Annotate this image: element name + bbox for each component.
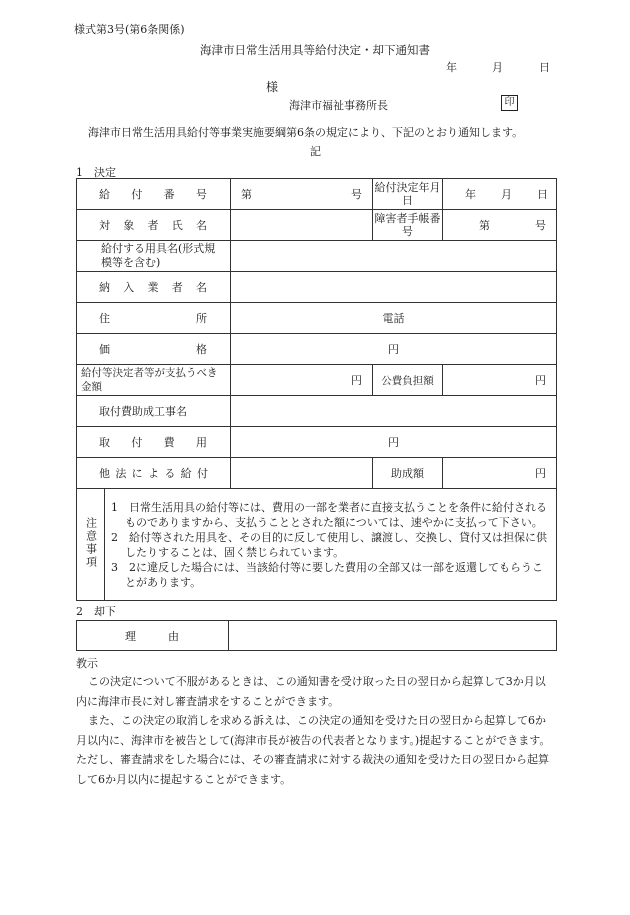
row-kakaku bbox=[77, 334, 557, 365]
decision-table bbox=[76, 178, 557, 489]
go-text: 号 bbox=[351, 188, 362, 201]
issuer-name: 海津市福祉事務所長 bbox=[289, 99, 388, 112]
value-kakaku[interactable] bbox=[231, 334, 557, 365]
label-tahou: 他法による給付 bbox=[77, 458, 231, 489]
value-kettei-date[interactable] bbox=[443, 179, 557, 210]
kyoji-paragraph-1: この決定について不服があるときは、この通知書を受け取った日の翌日から起算して3か月以内に海津市長に対し審査請求をすることができます。 bbox=[76, 675, 546, 708]
ki-mark: 記 bbox=[310, 145, 321, 158]
notes-content bbox=[105, 489, 557, 601]
yen-text: 円 bbox=[351, 374, 362, 387]
note-item-2: 2 給付等された用具を、その目的に反して使用し、譲渡し、交換し、貸付又は担保に供したりすることは、固く禁じられています。 bbox=[111, 530, 547, 559]
notes-label: 注意事項 bbox=[84, 517, 98, 569]
label-taishosha: 対象者氏名 bbox=[77, 210, 231, 241]
document-title: 海津市日常生活用具等給付決定・却下通知書 bbox=[200, 43, 430, 57]
row-toritsuke-kouji bbox=[77, 396, 557, 427]
value-toritsuke-hiyou[interactable] bbox=[231, 427, 557, 458]
notes-label-cell bbox=[77, 489, 105, 601]
value-kyufu-bango[interactable] bbox=[231, 179, 373, 210]
row-yogu bbox=[77, 241, 557, 272]
value-josei[interactable] bbox=[443, 458, 557, 489]
row-tahou bbox=[77, 458, 557, 489]
label-kyufu-bango: 給付番号 bbox=[77, 179, 231, 210]
value-kohi[interactable] bbox=[443, 365, 557, 396]
notes-table bbox=[76, 488, 557, 601]
value-tahou[interactable] bbox=[231, 458, 373, 489]
value-shiharai[interactable] bbox=[231, 365, 373, 396]
yen-text: 円 bbox=[388, 343, 399, 356]
month-text: 月 bbox=[501, 188, 512, 201]
value-riyu[interactable] bbox=[229, 621, 557, 651]
value-gyosha[interactable] bbox=[231, 272, 557, 303]
label-jusho: 住所 bbox=[77, 303, 231, 334]
label-kakaku: 価格 bbox=[77, 334, 231, 365]
row-toritsuke-hiyou bbox=[77, 427, 557, 458]
value-techo[interactable] bbox=[443, 210, 557, 241]
label-kohi: 公費負担額 bbox=[373, 365, 443, 396]
value-yogu[interactable] bbox=[231, 241, 557, 272]
row-shiharai bbox=[77, 365, 557, 396]
row-jusho bbox=[77, 303, 557, 334]
label-yogu: 給付する用具名(形式規模等を含む) bbox=[77, 241, 231, 272]
row-taishosha bbox=[77, 210, 557, 241]
label-shiharai: 給付等決定者等が支払うべき金額 bbox=[77, 365, 231, 396]
label-gyosha: 納入業者名 bbox=[77, 272, 231, 303]
row-riyu bbox=[77, 621, 557, 651]
label-toritsuke-kouji: 取付費助成工事名 bbox=[77, 396, 231, 427]
denwa-text: 電話 bbox=[382, 312, 405, 325]
yen-text: 円 bbox=[535, 467, 546, 480]
label-riyu: 理由 bbox=[77, 621, 229, 651]
kyoji-title: 教示 bbox=[76, 657, 98, 670]
intro-text: 海津市日常生活用具給付等事業実施要綱第6条の規定により、下記のとおり通知します。 bbox=[88, 126, 524, 139]
year-text: 年 bbox=[465, 188, 476, 201]
label-techo: 障害者手帳番号 bbox=[373, 210, 443, 241]
section1-title: 1 決定 bbox=[76, 166, 116, 179]
label-kettei-date: 給付決定年月日 bbox=[373, 179, 443, 210]
date-year: 年 bbox=[446, 61, 457, 74]
row-notes bbox=[77, 489, 557, 601]
value-jusho[interactable] bbox=[231, 303, 557, 334]
label-toritsuke-hiyou: 取付費用 bbox=[77, 427, 231, 458]
seal-mark: 印 bbox=[501, 95, 518, 111]
dai-text: 第 bbox=[479, 219, 490, 232]
value-toritsuke-kouji[interactable] bbox=[231, 396, 557, 427]
date-month: 月 bbox=[492, 61, 503, 74]
row-kyufu-bango bbox=[77, 179, 557, 210]
section2-title: 2 却下 bbox=[76, 605, 116, 618]
go-text: 号 bbox=[535, 219, 546, 232]
row-gyosha bbox=[77, 272, 557, 303]
note-item-3: 3 2に違反した場合には、当該給付等に要した費用の全部又は一部を返還してもらうことがあります。 bbox=[111, 560, 543, 589]
form-number: 様式第3号(第6条関係) bbox=[74, 23, 185, 36]
date-day: 日 bbox=[539, 61, 550, 74]
yen-text: 円 bbox=[388, 436, 399, 449]
rejection-table bbox=[76, 620, 557, 651]
yen-text: 円 bbox=[535, 374, 546, 387]
day-text: 日 bbox=[537, 188, 548, 201]
value-taishosha[interactable] bbox=[231, 210, 373, 241]
dai-text: 第 bbox=[241, 188, 252, 201]
note-item-1: 1 日常生活用具の給付等には、費用の一部を業者に直接支払うことを条件に給付されるものでありますから、支払うこととされた額については、速やかに支払って下さい。 bbox=[111, 500, 547, 529]
label-josei: 助成額 bbox=[373, 458, 443, 489]
kyoji-paragraph-2: また、この決定の取消しを求める訴えは、この決定の通知を受けた日の翌日から起算して6か月以内に、海津市を被告として(海津市長が被告の代表者となります。)提起することができます。ただし、審査請求をした場合には、その審査請求に対する裁決の通知を受けた日の翌日から起算して6か月以内に提起することができます。 bbox=[76, 714, 551, 786]
addressee-suffix: 様 bbox=[266, 80, 279, 94]
